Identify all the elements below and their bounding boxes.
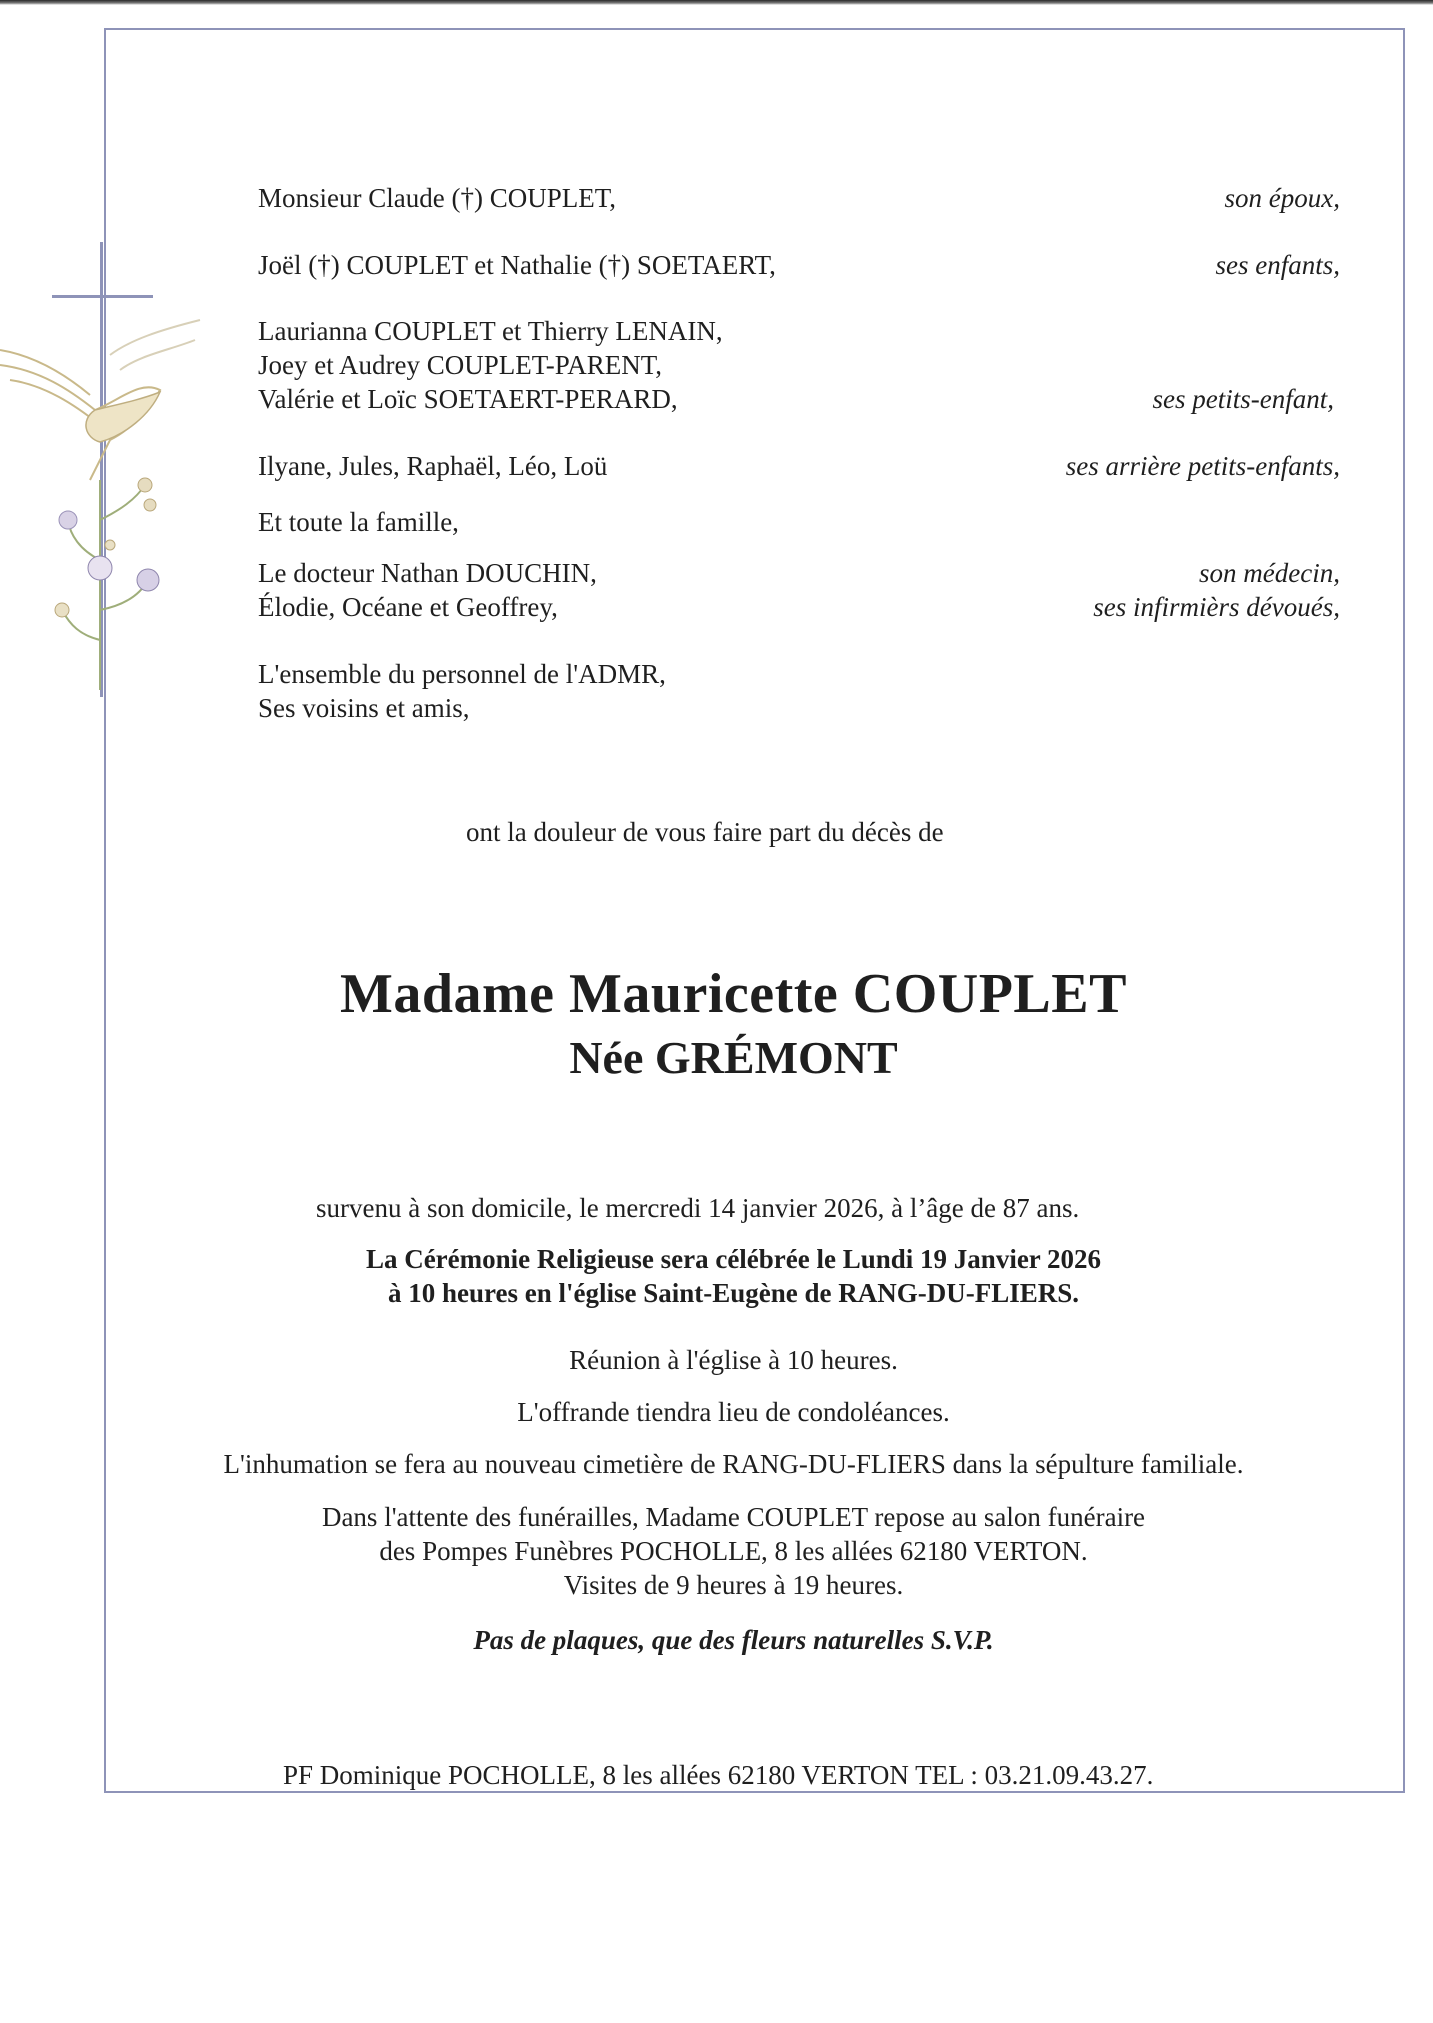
doctor-name: Le docteur Nathan DOUCHIN, xyxy=(258,558,597,588)
great-grandchildren-names: Ilyane, Jules, Raphaël, Léo, Loü xyxy=(258,451,608,481)
spouse-role: son époux, xyxy=(1224,183,1340,213)
funeral-home-footer: PF Dominique POCHOLLE, 8 les allées 62180 VERTON TEL : 03.21.09.43.27. xyxy=(283,1760,1154,1790)
deceased-name: Madame Mauricette COUPLET xyxy=(340,963,1127,1025)
whole-family: Et toute la famille, xyxy=(258,507,459,537)
grandchildren-role: ses petits-enfant, xyxy=(1152,384,1334,414)
neighbors-line: Ses voisins et amis, xyxy=(258,693,470,723)
ceremony-line-2: à 10 heures en l'église Saint-Eugène de RANG-DU-FLIERS. xyxy=(387,1278,1080,1308)
viewing-line-3: Visites de 9 heures à 19 heures. xyxy=(563,1570,904,1600)
nurses-names: Élodie, Océane et Geoffrey, xyxy=(258,592,558,622)
flowers-note: Pas de plaques, que des fleurs naturelles S.V.P. xyxy=(473,1625,994,1655)
ceremony-line-1: La Cérémonie Religieuse sera célébrée le Lundi 19 Janvier 2026 xyxy=(365,1244,1102,1274)
death-details: survenu à son domicile, le mercredi 14 janvier 2026, à l’âge de 87 ans. xyxy=(316,1193,1080,1223)
announcement: ont la douleur de vous faire part du décès de xyxy=(466,817,944,847)
viewing-line-1: Dans l'attente des funérailles, Madame COUPLET repose au salon funéraire xyxy=(321,1502,1146,1532)
great-grandchildren-role: ses arrière petits-enfants, xyxy=(1065,451,1340,481)
scan-edge xyxy=(0,0,1433,5)
grandchildren-line-1: Laurianna COUPLET et Thierry LENAIN, xyxy=(258,316,723,346)
burial-note: L'inhumation se fera au nouveau cimetière de RANG-DU-FLIERS dans la sépulture familiale. xyxy=(223,1449,1244,1479)
children-names: Joël (†) COUPLET et Nathalie (†) SOETAERT, xyxy=(258,250,776,280)
staff-line: L'ensemble du personnel de l'ADMR, xyxy=(258,659,666,689)
grandchildren-line-2: Joey et Audrey COUPLET-PARENT, xyxy=(258,350,662,380)
offering-note: L'offrande tiendra lieu de condoléances. xyxy=(517,1397,950,1427)
spouse-name: Monsieur Claude (†) COUPLET, xyxy=(258,183,616,213)
grandchildren-line-3: Valérie et Loïc SOETAERT-PERARD, xyxy=(258,384,678,414)
doctor-role: son médecin, xyxy=(1199,558,1340,588)
nurses-role: ses infirmièrs dévoués, xyxy=(1093,592,1340,622)
dove-with-flowers-icon xyxy=(0,310,210,690)
cross-icon-bar xyxy=(52,295,153,298)
viewing-line-2: des Pompes Funèbres POCHOLLE, 8 les allées 62180 VERTON. xyxy=(379,1536,1088,1566)
children-role: ses enfants, xyxy=(1215,250,1340,280)
deceased-maiden-name: Née GRÉMONT xyxy=(569,1032,898,1083)
church-meeting: Réunion à l'église à 10 heures. xyxy=(569,1345,898,1375)
